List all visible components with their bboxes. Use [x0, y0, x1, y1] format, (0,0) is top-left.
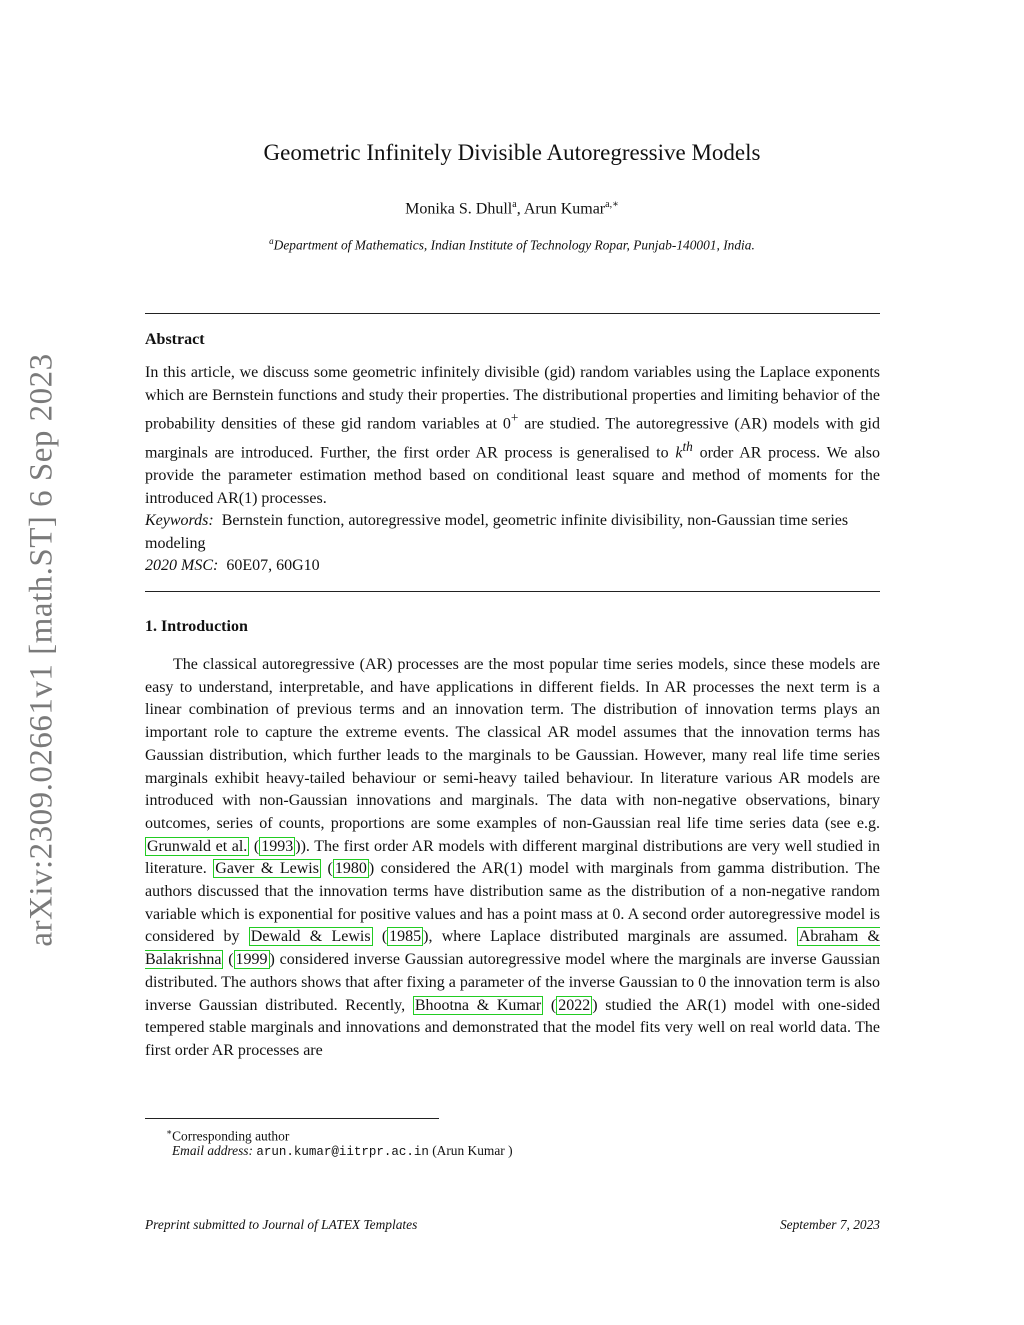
divider [145, 591, 880, 592]
citation-link[interactable]: Grunwald et al. [147, 837, 248, 855]
footnote-email [172, 1142, 513, 1161]
preprint-date: September 7, 2023 [779, 1217, 880, 1232]
author-name: Arun Kumar [523, 200, 606, 218]
keywords-label: Keywords: [145, 512, 214, 529]
citation-year-link[interactable]: 1980 [334, 860, 367, 878]
email-label: Email address: [172, 1143, 253, 1158]
section-heading-introduction: 1. Introduction [145, 618, 248, 635]
citation-link[interactable]: Dewald & Lewis [250, 928, 371, 946]
footnote-corresponding: ∗Corresponding author [166, 1127, 290, 1144]
footnote-mark: ∗ [166, 1127, 173, 1137]
paper-title: Geometric Infinitely Divisible Autoregressive Models [263, 140, 761, 165]
citation-year-link[interactable]: 2022 [558, 996, 591, 1014]
keywords-list: Bernstein function, autoregressive model, geometric infinite divisibility, non-Gaussian time series modeling [145, 512, 849, 552]
author-name: Monika S. Dhull [405, 200, 513, 218]
email-link[interactable]: arun.kumar@iitrpr.ac.in [256, 1145, 429, 1159]
footnote-divider [145, 1118, 439, 1119]
author-list: Monika S. Dhull$^a$, Arun Kumar$^{a,∗}$ [405, 199, 619, 218]
msc-label: 2020 MSC: [145, 557, 219, 575]
citation-year-link[interactable]: 1993 [261, 837, 294, 855]
preprint-note: Preprint submitted to Journal of LATEX Templates [145, 1217, 418, 1232]
msc-codes: 60E07, 60G10 [226, 557, 320, 575]
keywords-block [145, 510, 880, 578]
arxiv-identifier: arXiv:2309.02661v1 [math.ST] 6 Sep 2023 [23, 353, 60, 947]
abstract-text: In this article, we discuss some geometric infinitely divisible (gid) random variables using the Laplace exponents which are Bernstein functions and study their properties. The distributional properties and limiting behavior of the probability densities of these gid random variables at 0+ are studied. The autoregressive (AR) models with gid marginals are introduced. Further, the first order AR process is generalised to $k^{th}$ order AR process. We also provide the parameter estimation method based on conditional least square and method of moments for the introduced AR(1) processes. [145, 364, 881, 508]
affiliation [0, 236, 1024, 253]
abstract-heading: Abstract [145, 331, 205, 348]
email-owner: (Arun Kumar ) [432, 1143, 513, 1158]
affiliation-mark: a [269, 236, 274, 246]
citation-year-link[interactable]: 1985 [389, 928, 422, 946]
author-affiliation-mark: a [512, 199, 517, 210]
citation-link[interactable]: Gaver & Lewis [215, 860, 319, 878]
introduction-text: The classical autoregressive (AR) processes are the most popular time series models, since these models are easy to understand, interpretable, and have applications in different fields. In AR processes the next term is a linear combination of previous terms and an innovation term. The distribution of innovation terms plays an important role to capture the extreme events. The classical AR model assumes that the innovation terms has Gaussian distribution, which further leads to the marginals to be Gaussian. However, many real life time series marginals exhibit heavy-tailed behaviour or semi-heavy tailed behaviour. In literature various AR models are introduced with non-Gaussian innovations and marginals. The data with non-negative observations, binary outcomes, series of counts, proportions are some examples of non-Gaussian real life time series data (see e.g. Grunwald et al. ( 1993 )). The first order AR models with different marginal distributions are very well studied in literature. Gaver & Lewis ( 1980 ) considered the AR(1) model with marginals from gamma distribution. The authors discussed that the innovation terms have distribution same as the distribution of a non-negative random variable which is exponential for positive values and has a point mass at 0. A second order autoregressive model is considered by Dewald & Lewis ( 1985 ), where Laplace distributed marginals are assumed. Abraham & Balakrishna ( 1999 ) considered inverse Gaussian autoregressive model where the marginals are inverse Gaussian distributed. The authors shows that after fixing a parameter of the inverse Gaussian to 0 the innovation term is also inverse Gaussian distributed. Recently, Bhootna & Kumar ( 2022 ) studied the AR(1) model with one-sided tempered stable marginals and innovations and demonstrated that the model fits very well on real world data. The first order AR processes are [145, 656, 881, 1059]
divider [145, 313, 880, 314]
affiliation-text: Department of Mathematics, Indian Institute of Technology Ropar, Punjab-140001, India. [273, 237, 755, 253]
citation-link[interactable]: Bhootna & Kumar [414, 996, 542, 1014]
author-affiliation-mark: a,∗ [605, 199, 619, 210]
citation-year-link[interactable]: 1999 [235, 951, 268, 969]
citation-link[interactable]: Abraham & Balakrishna [145, 928, 880, 969]
